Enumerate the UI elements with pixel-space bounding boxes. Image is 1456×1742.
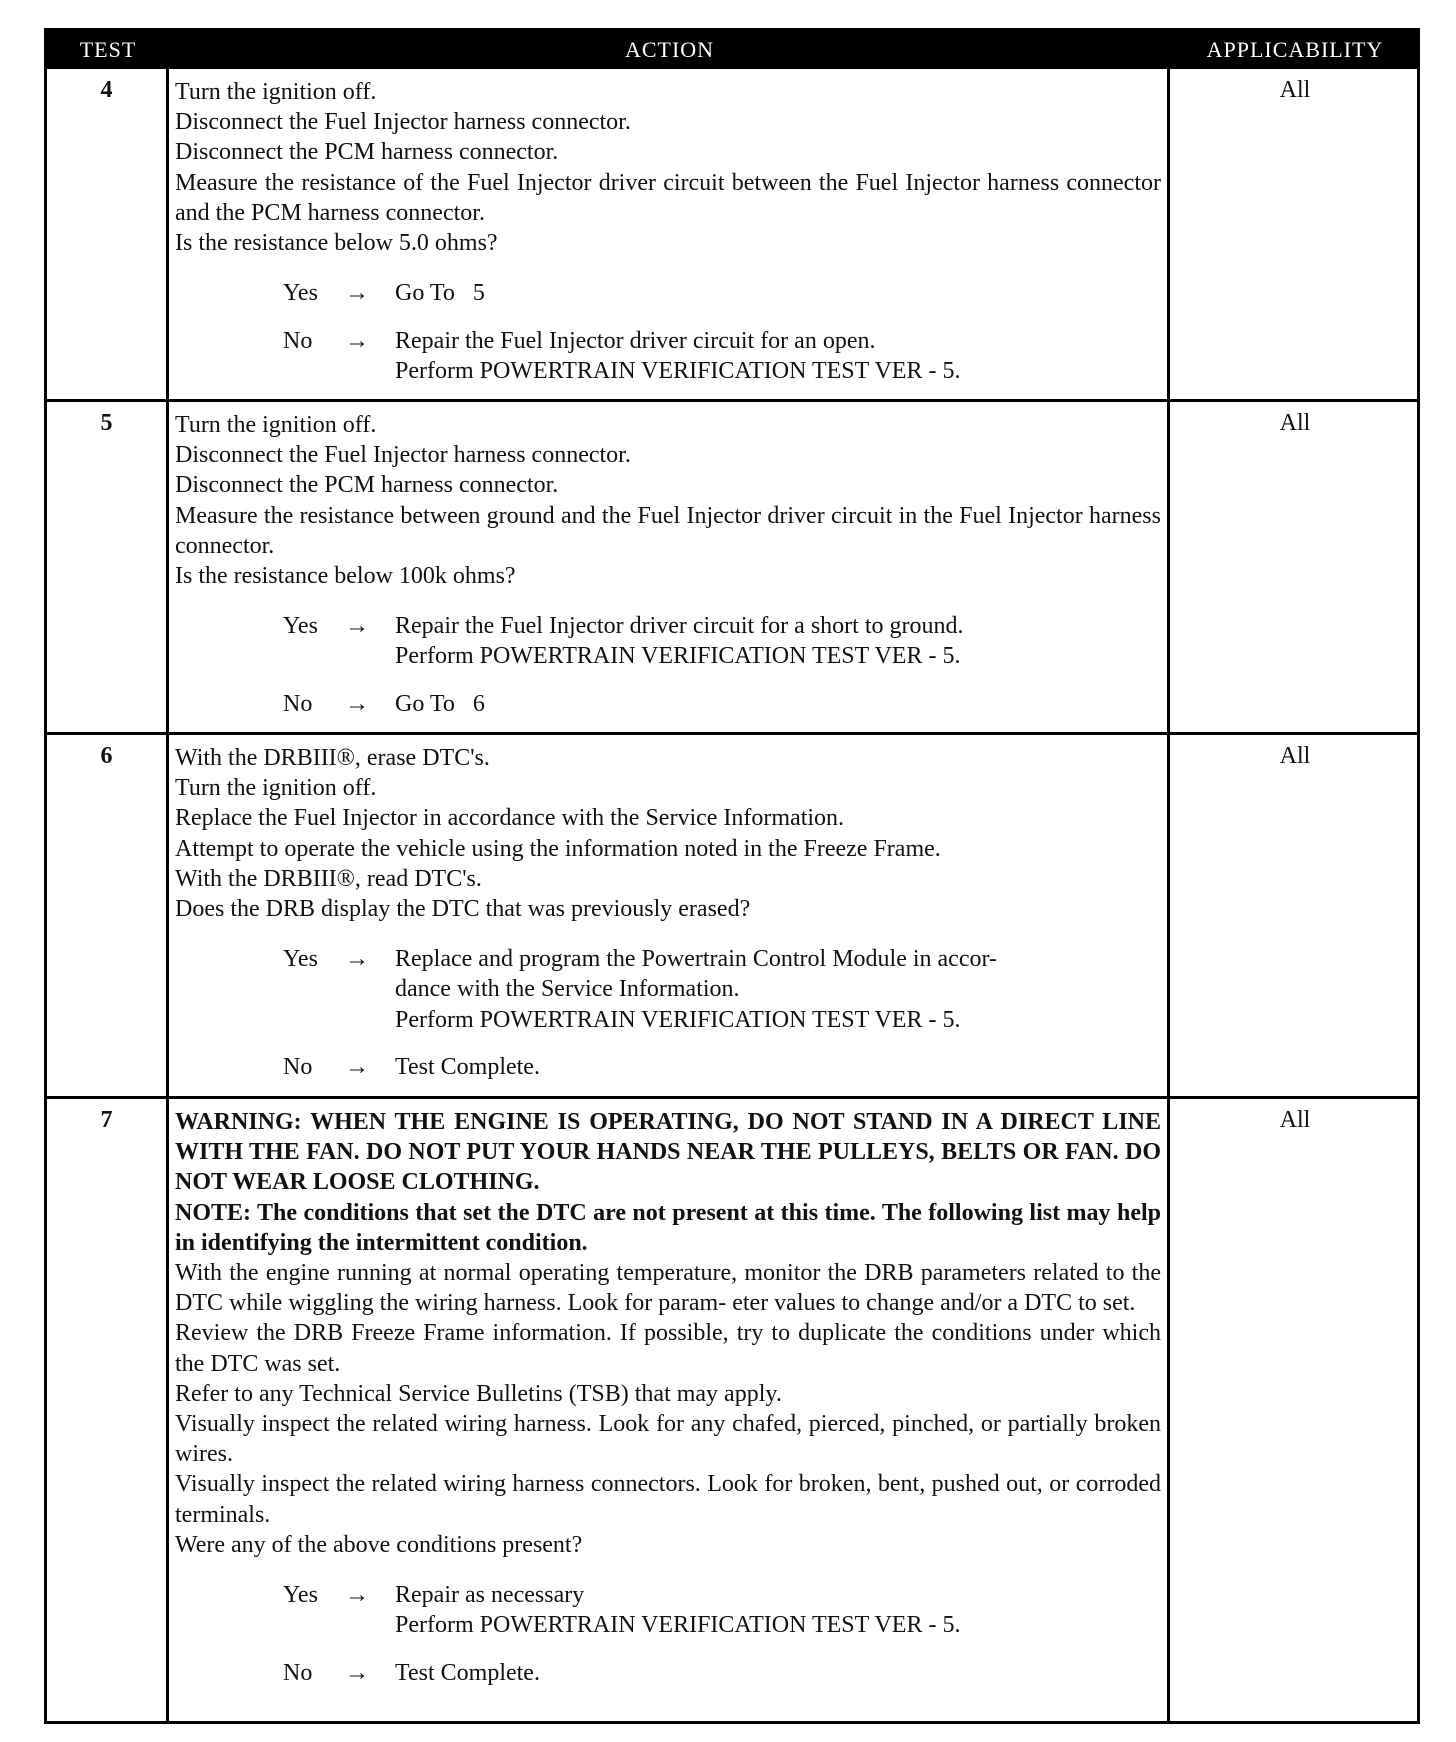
action-line: Turn the ignition off. [175,412,377,438]
action-line: Measure the resistance between ground and the Fuel Injector driver circuit in the Fuel Injector harness connector. [175,502,1161,559]
test-number: 5 [100,410,113,436]
arrow-icon: → [345,691,369,718]
action-line: Disconnect the Fuel Injector harness connector. [175,109,631,136]
header-applicability: APPLICABILITY [1206,37,1384,62]
answer-label: No [283,691,313,718]
note-text: NOTE: The conditions that set the DTC are not present at this time. The following list may help in identifying the intermittent condition. [175,1199,1161,1256]
answer-line: Perform POWERTRAIN VERIFICATION TEST VER - 5. [395,1006,961,1033]
answer-no [175,1052,1161,1082]
arrow-icon: → [345,328,369,355]
action-line: Turn the ignition off. [175,79,377,105]
action-line: Refer to any Technical Service Bulletins (TSB) that may apply. [175,1380,782,1407]
answer-line: Repair as necessary [395,1582,585,1609]
action-line: Replace the Fuel Injector in accordance with the Service Information. [175,805,845,832]
arrow-icon: → [345,946,369,973]
action-line: With the DRBIII®, read DTC's. [175,865,482,892]
answer-line: dance with the Service Information. [395,976,740,1003]
action-line: Turn the ignition off. [175,775,377,802]
action-cell [175,1107,1161,1688]
table-row [47,1099,1417,1721]
table-row [47,69,1417,402]
answer-text [395,1580,1161,1640]
action-line: Measure the resistance of the Fuel Injector driver circuit between the Fuel Injector harness connector and the PCM harness connector. [175,169,1161,226]
answer-line: Go To 5 [395,280,485,307]
action-line: With the engine running at normal operating temperature, monitor the DRB parameters related to the DTC while wiggling the wiring harness. Look for param- eter values to change and/or a DTC to set. [175,1260,1161,1317]
table-header [47,31,1417,69]
test-number: 7 [100,1107,113,1133]
action-line: Visually inspect the related wiring harness connectors. Look for broken, bent, pushed out, or corroded terminals. [175,1471,1161,1528]
table-row [47,735,1417,1099]
header-test: TEST [79,37,137,62]
action-cell [175,410,1161,719]
warning-text: WARNING: WHEN THE ENGINE IS OPERATING, DO NOT STAND IN A DIRECT LINE WITH THE FAN. DO NOT PUT YOUR HANDS NEAR THE PULLEYS, BELTS OR FAN. DO NOT WEAR LOOSE CLOTHING. [175,1109,1161,1196]
test-number: 4 [100,77,113,103]
answer-text [395,689,1161,719]
answer-line: Perform POWERTRAIN VERIFICATION TEST VER - 5. [395,643,961,670]
applicability-cell: All [1279,743,1311,769]
answer-yes [175,1580,1161,1640]
answer-line: Replace and program the Powertrain Control Module in accor- [395,946,997,973]
action-cell [175,77,1161,386]
arrow-icon: → [345,613,369,640]
answer-no [175,1658,1161,1688]
answer-label: Yes [283,1582,318,1609]
action-line: Disconnect the Fuel Injector harness connector. [175,442,631,469]
action-line: Review the DRB Freeze Frame information. If possible, try to duplicate the conditions under which the DTC was set. [175,1320,1161,1377]
diagnostic-test-table [44,28,1420,1724]
answer-text [395,944,1161,1035]
action-line: With the DRBIII®, erase DTC's. [175,745,490,771]
answer-label: No [283,1054,313,1081]
action-line: Visually inspect the related wiring harness. Look for any chafed, pierced, pinched, or partially broken wires. [175,1411,1161,1468]
answer-text [395,326,1161,386]
action-line: Does the DRB display the DTC that was previously erased? [175,896,751,923]
answer-line: Repair the Fuel Injector driver circuit for an open. [395,328,876,355]
answer-yes [175,944,1161,1034]
action-line: Disconnect the PCM harness connector. [175,472,559,499]
answer-line: Test Complete. [395,1054,540,1081]
applicability-cell: All [1279,1107,1311,1133]
action-line: Were any of the above conditions present? [175,1531,583,1558]
arrow-icon: → [345,1660,369,1687]
answer-line: Repair the Fuel Injector driver circuit for a short to ground. [395,613,964,640]
header-action: ACTION [624,37,715,62]
answer-line: Perform POWERTRAIN VERIFICATION TEST VER - 5. [395,1612,961,1639]
table-row [47,402,1417,735]
action-line: Is the resistance below 5.0 ohms? [175,230,498,257]
answer-label: Yes [283,946,318,973]
answer-label: Yes [283,280,318,307]
answer-label: No [283,328,313,355]
answer-no [175,689,1161,719]
answer-label: No [283,1660,313,1687]
answer-text [395,611,1161,671]
arrow-icon: → [345,280,369,307]
action-line: Attempt to operate the vehicle using the information noted in the Freeze Frame. [175,835,941,862]
action-line: Disconnect the PCM harness connector. [175,139,559,166]
test-number: 6 [100,743,113,769]
action-line: Is the resistance below 100k ohms? [175,563,516,590]
answer-no [175,326,1161,386]
action-cell [175,743,1161,1082]
answer-yes [175,611,1161,671]
answer-line: Test Complete. [395,1660,540,1687]
arrow-icon: → [345,1582,369,1609]
answer-text [395,1658,1161,1688]
applicability-cell: All [1279,77,1311,103]
answer-text [395,278,1161,308]
answer-text [395,1052,1161,1082]
answer-line: Go To 6 [395,691,485,718]
answer-line: Perform POWERTRAIN VERIFICATION TEST VER - 5. [395,358,961,385]
answer-yes [175,278,1161,308]
arrow-icon: → [345,1054,369,1081]
applicability-cell: All [1279,410,1311,436]
answer-label: Yes [283,613,318,640]
